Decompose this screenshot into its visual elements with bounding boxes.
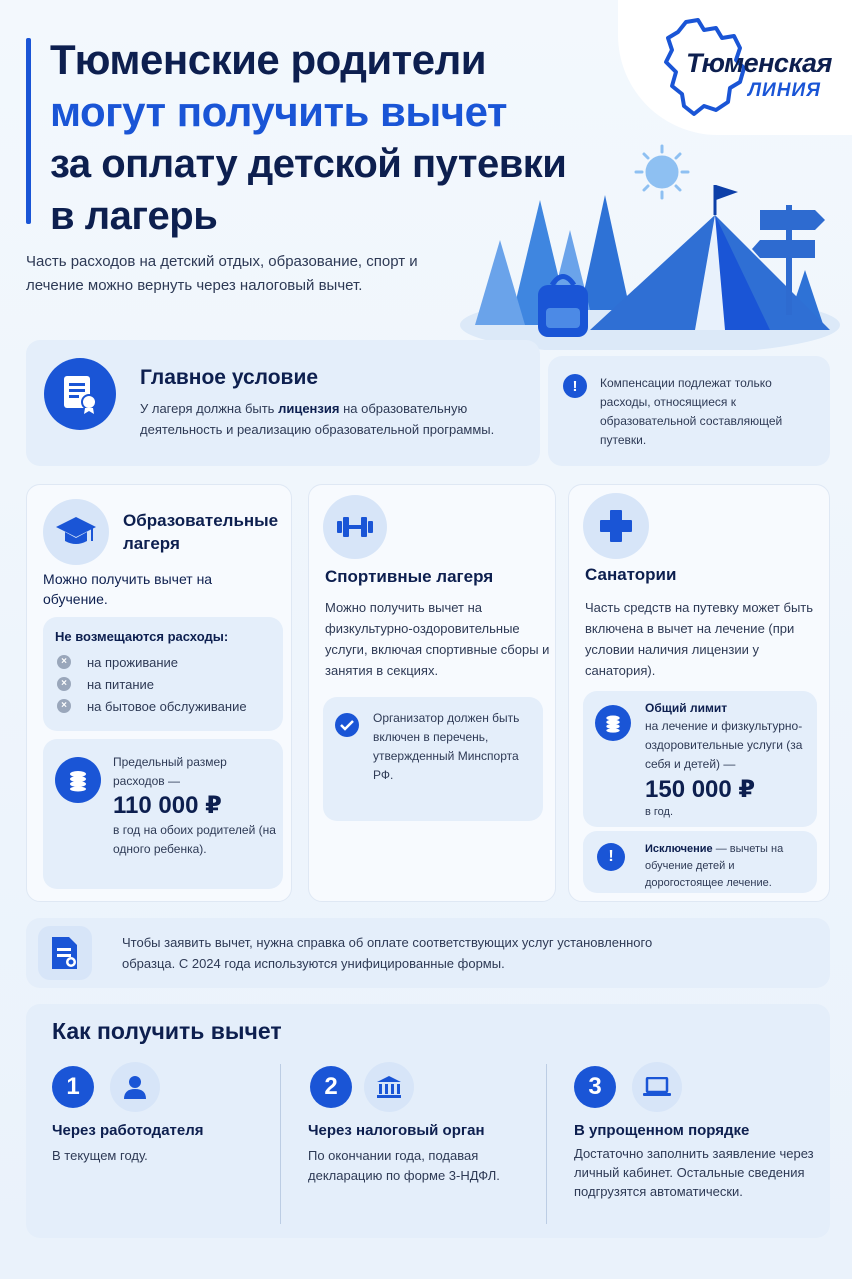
- dumbbell-icon: [323, 495, 387, 559]
- x-circle-icon: ×: [57, 677, 71, 691]
- edu-limit-note: в год на обоих родителей (на одного ребенка).: [113, 823, 276, 856]
- sun-icon: [636, 146, 688, 198]
- exclamation-icon: !: [597, 843, 625, 871]
- not-covered-title: Не возмещаются расходы:: [55, 629, 229, 644]
- not-covered-item: на бытовое обслуживание: [87, 699, 247, 714]
- sanatorium-limit-box: [583, 691, 817, 827]
- sport-check-text: Организатор должен быть включен в перечень, утвержденный Минспорта РФ.: [373, 711, 520, 782]
- main-condition-card: [26, 340, 540, 466]
- x-circle-icon: ×: [57, 699, 71, 713]
- x-circle-icon: ×: [57, 655, 71, 669]
- laptop-icon: [632, 1062, 682, 1112]
- title-line-2: могут получить вычет: [50, 88, 507, 135]
- edu-camps-title: Образовательные лагеря: [123, 511, 279, 553]
- main-condition-text-part1: У лагеря должна быть: [140, 401, 279, 416]
- sanatoriums-text: Часть средств на путевку может быть включена в вычет на лечение (при условии наличия лицензии у санатория).: [585, 600, 814, 678]
- graduation-cap-icon: [43, 499, 109, 565]
- exception-rest: — вычеты на обучение детей и дорогостоящее лечение.: [645, 843, 784, 889]
- edu-camps-lead: Можно получить вычет на обучение.: [43, 571, 213, 607]
- camp-illustration: [460, 140, 840, 350]
- step-text-3: Достаточно заполнить заявление через личный кабинет. Остальные сведения подгрузятся автоматически.: [574, 1146, 814, 1199]
- step-number-3: 3: [574, 1066, 616, 1108]
- exception-text: [645, 841, 811, 892]
- not-covered-box: [43, 617, 283, 731]
- certificate-note-text: Чтобы заявить вычет, нужна справка об оплате соответствующих услуг установленного образца. С 2024 года используются унифицированные формы.: [122, 935, 653, 971]
- step-number-2: 2: [310, 1066, 352, 1108]
- step-text-1: В текущем году.: [52, 1148, 148, 1163]
- step-divider: [280, 1064, 281, 1224]
- license-highlight: лицензия: [278, 401, 340, 416]
- compensation-note-text: Компенсации подлежат только расходы, относящиеся к образовательной составляющей путевки.: [600, 376, 783, 447]
- coins-icon: [55, 757, 101, 803]
- exception-bold: Исключение: [645, 843, 713, 855]
- compensation-note-card: [548, 356, 830, 466]
- checkmark-icon: [335, 713, 359, 737]
- main-condition-text-part2: на образовательную деятельность и реализацию образовательной программы.: [140, 401, 495, 437]
- coins-icon: [595, 705, 631, 741]
- step-text-2: По окончании года, подавая декларацию по форме 3-НДФЛ.: [308, 1148, 500, 1183]
- sanatorium-limit-value: 150 000 ₽: [645, 776, 756, 803]
- sanatorium-limit-note: в год.: [645, 806, 674, 818]
- sport-camps-text: Можно получить вычет на физкультурно-оздоровительные услуги, включая спортивные сборы и занятия в секциях.: [325, 600, 550, 678]
- how-to-section: [26, 1004, 830, 1238]
- sanatoriums-card: [568, 484, 830, 902]
- intro-text: Часть расходов на детский отдых, образование, спорт и лечение можно вернуть через налоговый вычет.: [26, 253, 418, 294]
- step-title-2: Через налоговый орган: [308, 1122, 485, 1139]
- exception-box: [583, 831, 817, 893]
- edu-limit-label: Предельный размер расходов —: [113, 755, 227, 788]
- step-divider: [546, 1064, 547, 1224]
- certificate-note-card: [26, 918, 830, 988]
- main-condition-title: Главное условие: [140, 366, 319, 389]
- sport-check-box: [323, 697, 543, 821]
- person-icon: [110, 1062, 160, 1112]
- exclamation-icon: !: [563, 374, 587, 398]
- title-line-3: за оплату детской путевки: [50, 142, 567, 186]
- sport-camps-card: [308, 484, 556, 902]
- main-condition-text: [140, 398, 530, 440]
- certificate-icon: [44, 358, 116, 430]
- step-number-1: 1: [52, 1066, 94, 1108]
- backpack-icon: [538, 277, 588, 338]
- edu-limit-box: [43, 739, 283, 889]
- edu-limit-value: 110 000 ₽: [113, 792, 222, 819]
- sanatoriums-title: Санатории: [585, 565, 677, 584]
- sanatorium-limit-title: Общий лимит: [645, 701, 728, 715]
- title-line-1: Тюменские родители: [50, 36, 487, 83]
- bank-building-icon: [364, 1062, 414, 1112]
- logo-text-sub: ЛИНИЯ: [748, 80, 821, 101]
- how-to-title: Как получить вычет: [52, 1018, 282, 1044]
- not-covered-item: на питание: [87, 677, 155, 692]
- title-accent-bar: [26, 38, 31, 224]
- document-icon: [38, 926, 92, 980]
- step-title-1: Через работодателя: [52, 1122, 204, 1139]
- medical-cross-icon: [583, 493, 649, 559]
- title-line-4: в лагерь: [50, 194, 218, 238]
- edu-camps-card: [26, 484, 292, 902]
- sanatorium-limit-text: на лечение и физкультурно-оздоровительные услуги (за себя и детей) —: [645, 719, 803, 771]
- step-title-3: В упрощенном порядке: [574, 1122, 750, 1139]
- logo-text-main: Тюменская: [686, 48, 832, 78]
- not-covered-item: на проживание: [87, 655, 178, 670]
- sport-camps-title: Спортивные лагеря: [325, 567, 494, 586]
